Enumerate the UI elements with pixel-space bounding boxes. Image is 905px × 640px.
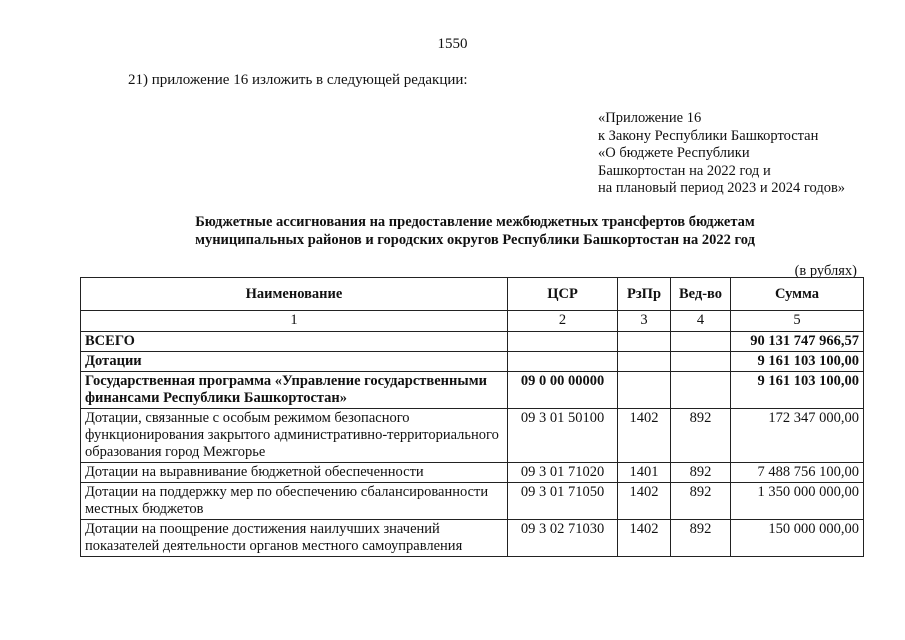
- header-csr: ЦСР: [508, 278, 618, 311]
- table-row: [81, 463, 864, 483]
- appendix-line: «Приложение 16: [598, 110, 702, 126]
- row-ved: [671, 352, 731, 372]
- row-csr: 09 3 02 71030: [508, 520, 618, 557]
- table-row: [81, 520, 864, 557]
- row-csr: [508, 332, 618, 352]
- row-ved: 892: [671, 483, 731, 520]
- table-row: [81, 483, 864, 520]
- title-line: муниципальных районов и городских округов Республики Башкортостан на 2022 год: [195, 232, 755, 248]
- row-rzpr: 1401: [618, 463, 671, 483]
- row-ved: [671, 372, 731, 409]
- row-sum: 1 350 000 000,00: [731, 483, 864, 520]
- row-name: ВСЕГО: [81, 332, 508, 352]
- units-label: (в рублях): [794, 263, 857, 279]
- row-csr: 09 3 01 71050: [508, 483, 618, 520]
- row-sum: 172 347 000,00: [731, 409, 864, 463]
- header-ved: Вед-во: [671, 278, 731, 311]
- row-ved: 892: [671, 409, 731, 463]
- title-line: Бюджетные ассигнования на предоставление межбюджетных трансфертов бюджетам: [195, 214, 755, 230]
- row-rzpr: 1402: [618, 409, 671, 463]
- row-name: Дотации: [81, 352, 508, 372]
- row-ved: [671, 332, 731, 352]
- row-csr: 09 3 01 71020: [508, 463, 618, 483]
- row-sum: 90 131 747 966,57: [731, 332, 864, 352]
- table-row: [81, 409, 864, 463]
- table-row: [81, 352, 864, 372]
- appendix-line: «О бюджете Республики: [598, 145, 750, 161]
- col-number: 1: [81, 311, 508, 332]
- document-title: [150, 213, 800, 249]
- table-header-row: [81, 278, 864, 311]
- row-sum: 7 488 756 100,00: [731, 463, 864, 483]
- row-name: Дотации на выравнивание бюджетной обеспеченности: [81, 463, 508, 483]
- row-rzpr: 1402: [618, 483, 671, 520]
- appendix-line: на плановый период 2023 и 2024 годов»: [598, 180, 846, 196]
- table-row: [81, 372, 864, 409]
- row-rzpr: [618, 332, 671, 352]
- col-number: 5: [731, 311, 864, 332]
- column-number-row: [81, 311, 864, 332]
- row-name: Дотации, связанные с особым режимом безопасного функционирования закрытого административно-территориального образования город Межгорье: [81, 409, 508, 463]
- row-csr: 09 3 01 50100: [508, 409, 618, 463]
- row-csr: [508, 352, 618, 372]
- row-name: Государственная программа «Управление государственными финансами Республики Башкортостан»: [81, 372, 508, 409]
- row-name: Дотации на поддержку мер по обеспечению сбалансированности местных бюджетов: [81, 483, 508, 520]
- intro-text: 21) приложение 16 изложить в следующей редакции:: [128, 72, 468, 88]
- appendix-header: [598, 110, 845, 198]
- appendix-line: к Закону Республики Башкортостан: [598, 127, 819, 144]
- row-rzpr: [618, 372, 671, 409]
- row-ved: 892: [671, 463, 731, 483]
- header-sum: Сумма: [731, 278, 864, 311]
- header-rzpr: РзПр: [618, 278, 671, 311]
- table-row: [81, 332, 864, 352]
- col-number: 4: [671, 311, 731, 332]
- row-sum: 9 161 103 100,00: [731, 352, 864, 372]
- row-sum: 150 000 000,00: [731, 520, 864, 557]
- col-number: 2: [508, 311, 618, 332]
- row-sum: 9 161 103 100,00: [731, 372, 864, 409]
- page-number: 1550: [437, 36, 468, 52]
- budget-table: [80, 277, 864, 557]
- col-number: 3: [618, 311, 671, 332]
- row-rzpr: [618, 352, 671, 372]
- appendix-line: Башкортостан на 2022 год и: [598, 162, 771, 179]
- row-name: Дотации на поощрение достижения наилучших значений показателей деятельности органов местного самоуправления: [81, 520, 508, 557]
- row-ved: 892: [671, 520, 731, 557]
- row-rzpr: 1402: [618, 520, 671, 557]
- header-name: Наименование: [81, 278, 508, 311]
- row-csr: 09 0 00 00000: [508, 372, 618, 409]
